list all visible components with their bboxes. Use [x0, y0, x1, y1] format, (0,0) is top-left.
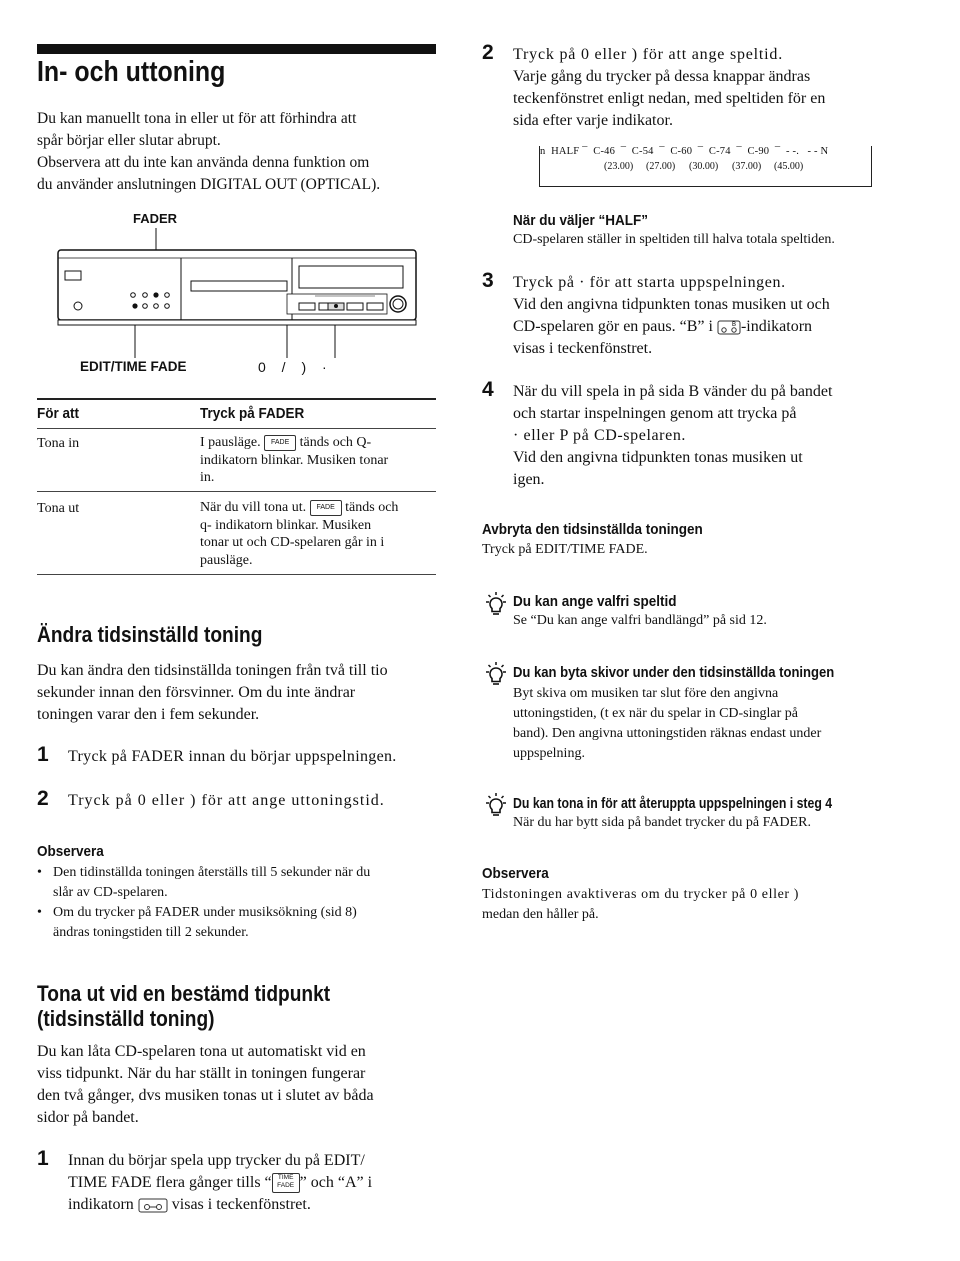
step-number: 4	[482, 378, 494, 401]
step-text: Tryck på 0 eller ) för att ange speltid. Varje gång du trycker på dessa knappar ändras teckenfönstret enligt nedan, med speltiden för en sida efter varje indikator.	[513, 46, 826, 129]
tip-lightbulb-icon	[483, 661, 509, 687]
half-text: CD-spelaren ställer in speltiden till halva totala speltiden.	[513, 232, 835, 247]
table-header-action: För att	[37, 405, 80, 422]
note-list: • Den tidinställda toningen återställs till 5 sekunder när du slår av CD-spelaren. • Om du trycker på FADER under musiksökning (sid 8) ändras toningstiden till 2 sekunder.	[37, 865, 371, 940]
tip-text: När du har bytt sida på bandet trycker du på FADER.	[513, 815, 811, 830]
cancel-text: Tryck på EDIT/TIME FADE.	[482, 542, 648, 557]
step-number: 1	[37, 1147, 49, 1170]
tip-title: Du kan byta skivor under den tidsinställda toningen	[513, 664, 835, 681]
step-text: Tryck på FADER innan du börjar uppspelningen.	[68, 748, 397, 765]
tip-title: Du kan ange valfri speltid	[513, 593, 677, 610]
tip-lightbulb-icon	[483, 792, 509, 818]
step-number: 3	[482, 269, 494, 292]
tape-indicator-icon	[138, 1197, 168, 1213]
step-text: Tryck på 0 eller ) för att ange uttoningstid.	[68, 792, 385, 809]
edit-time-fade-label: EDIT/TIME FADE	[80, 359, 187, 374]
table-header-rule	[37, 428, 436, 429]
tip-title: Du kan tona in för att återuppta uppspelningen i steg 4	[513, 795, 833, 812]
tip-text: Se “Du kan ange valfri bandlängd” på sid 12.	[513, 613, 767, 628]
time-fade-indicator-icon: TIME FADE	[272, 1173, 300, 1193]
cancel-title: Avbryta den tidsinställda toningen	[482, 521, 703, 538]
playtime-sequence-box: n HALF ¯ C-46 ¯ C-54 ¯ C-60 ¯ C-74 ¯ C-90 ¯ - -. - - N (23.00) (27.00) (30.00) (37.00) (45.00)	[539, 146, 872, 187]
row-description: I pausläge. FADE tänds och Q- indikatorn blinkar. Musiken tonar in.	[200, 435, 389, 485]
title-bar	[37, 44, 436, 54]
row-action: Tona ut	[37, 501, 80, 516]
svg-text:B: B	[731, 322, 736, 329]
step-number: 1	[37, 743, 49, 766]
intro-paragraph: Du kan manuellt tona in eller ut för att förhindra att spår börjar eller slutar abrupt. Observera att du inte kan använda denna funktion om du använder anslutningen DIGITAL OUT (OPTICAL).	[37, 110, 381, 193]
step-number: 2	[482, 41, 494, 64]
note-title: Observera	[37, 843, 104, 860]
tape-b-indicator-icon	[717, 319, 741, 335]
fade-indicator-icon: FADE	[264, 435, 296, 451]
fade-indicator-icon: FADE	[310, 500, 342, 516]
step-text: Innan du börjar spela upp trycker du på EDIT/ TIME FADE flera gånger tills “ TIME FADE ” och “A” i indikatorn visas i teckenfönstret.	[68, 1152, 373, 1213]
note-title: Observera	[482, 865, 549, 882]
half-title: När du väljer “HALF”	[513, 212, 649, 229]
tip-lightbulb-icon	[483, 591, 509, 617]
section-paragraph: Du kan ändra den tidsinställda toningen från två till tio sekunder innan den försvinner. Om du inte ändrar toningen varar den i fem sekunder.	[37, 662, 388, 723]
cd-player-diagram	[55, 228, 425, 358]
page-title: In- och uttoning	[37, 56, 226, 88]
step-number: 2	[37, 787, 49, 810]
row-action: Tona in	[37, 436, 80, 451]
section-title: Tona ut vid en bestämd tidpunkt (tidsinställd toning)	[37, 981, 331, 1031]
table-bottom-rule	[37, 574, 436, 575]
table-row-rule	[37, 491, 436, 492]
section-title: Ändra tidsinställd toning	[37, 622, 263, 647]
step-text: Tryck på · för att starta uppspelningen. Vid den angivna tidpunkten tonas musiken ut och CD-spelaren gör en paus. “B” i B -indikatorn visas i teckenfönstret.	[513, 274, 830, 357]
section-paragraph: Du kan låta CD-spelaren tona ut automatiskt vid en viss tidpunkt. När du har ställt in toningen fungerar den två gånger, dvs musiken tonas ut i slutet av båda sidor på bandet.	[37, 1043, 374, 1126]
table-top-rule	[37, 398, 436, 400]
table-header-press: Tryck på FADER	[200, 405, 305, 422]
fader-label: FADER	[133, 211, 178, 226]
row-description: När du vill tona ut. FADE tänds och q- indikatorn blinkar. Musiken tonar ut och CD-spelaren går in i pausläge.	[200, 500, 399, 568]
skip-keys-label: 0 / ) ·	[258, 359, 327, 375]
note-text: Tidstoningen avaktiveras om du trycker på 0 eller ) medan den håller på.	[482, 887, 800, 922]
step-text: När du vill spela in på sida B vänder du på bandet och startar inspelningen genom att trycka på · eller P på CD-spelaren. Vid den angivna tidpunkten tonas musiken ut igen.	[513, 383, 833, 488]
tip-text: Byt skiva om musiken tar slut före den angivna uttoningstiden, (t ex när du spelar in CD-singlar på band). Den angivna uttoningstiden räknas endast under uppspelning.	[513, 686, 822, 761]
